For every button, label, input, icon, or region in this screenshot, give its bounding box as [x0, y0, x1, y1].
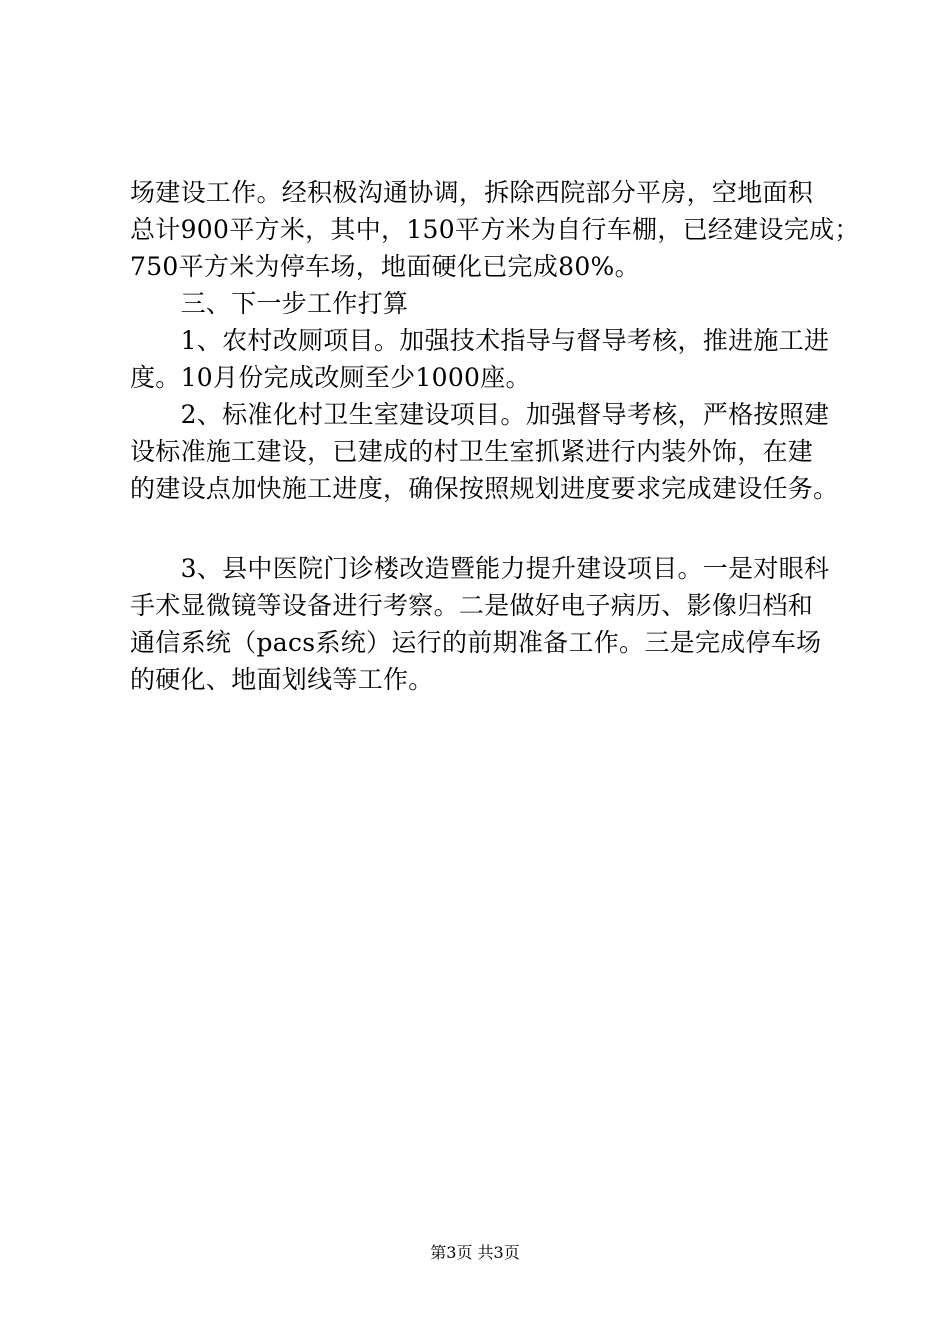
document-body	[130, 174, 860, 698]
body-text-line: 场建设工作。经积极沟通协调，拆除西院部分平房，空地面积	[130, 178, 814, 207]
body-text-line: 总计900平方米，其中，150平方米为自行车棚，已经建设完成；	[130, 215, 860, 244]
body-text-line: 度。10月份完成改厕至少1000座。	[130, 363, 531, 392]
body-text-line: 750平方米为停车场，地面硬化已完成80%。	[130, 252, 640, 281]
body-text-line: 通信系统（pacs系统）运行的前期准备工作。三是完成停车场	[130, 628, 822, 657]
body-text-line: 3、县中医院门诊楼改造暨能力提升建设项目。一是对眼科	[130, 554, 830, 583]
section-heading: 三、下一步工作打算	[130, 289, 409, 318]
body-text-line: 的硬化、地面划线等工作。	[130, 665, 434, 694]
paragraph-gap	[130, 507, 860, 550]
body-text-line: 设标准施工建设，已建成的村卫生室抓紧进行内装外饰，在建	[130, 437, 814, 466]
body-text-line: 1、农村改厕项目。加强技术指导与督导考核，推进施工进	[130, 326, 830, 355]
page-number-footer: 第3页 共3页	[430, 1243, 520, 1262]
body-text-line: 2、标准化村卫生室建设项目。加强督导考核，严格按照建	[130, 400, 830, 429]
body-text-line: 的建设点加快施工进度，确保按照规划进度要求完成建设任务。	[130, 474, 839, 503]
body-text-line: 手术显微镜等设备进行考察。二是做好电子病历、影像归档和	[130, 591, 814, 620]
